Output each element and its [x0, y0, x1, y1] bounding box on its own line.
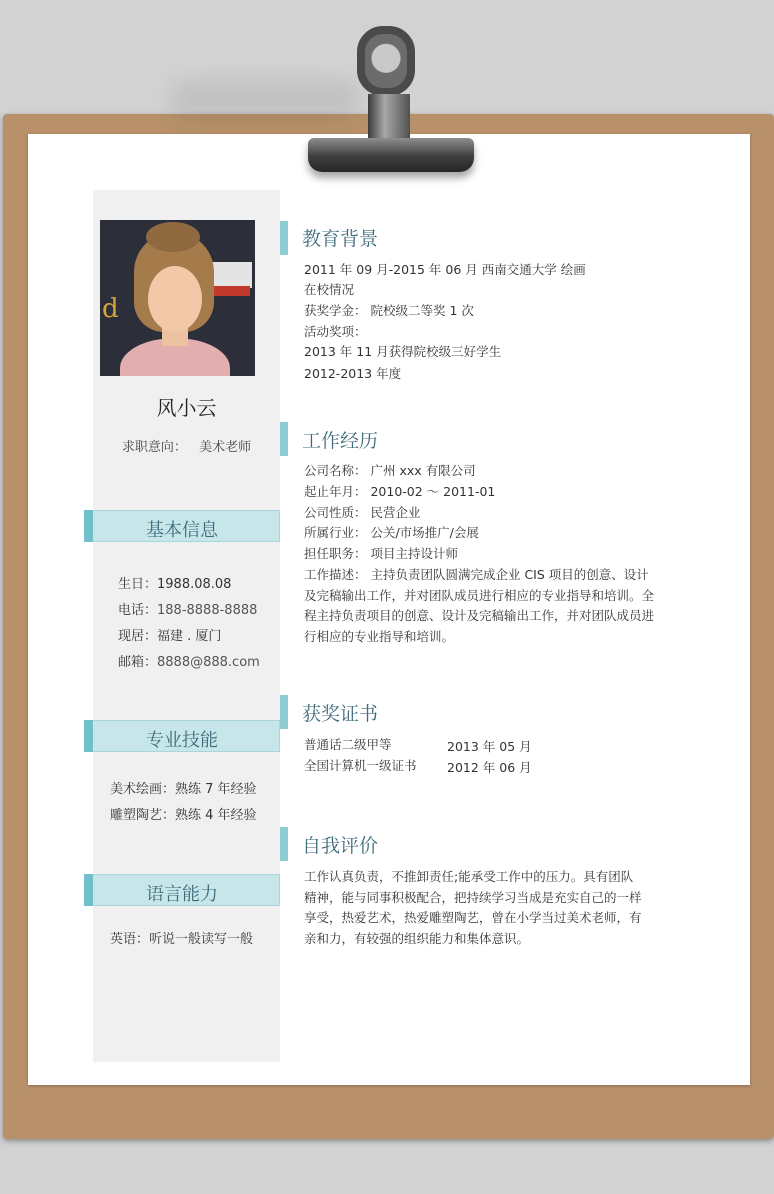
certificate-date: 2013 年 05 月: [447, 739, 532, 754]
certificate-name: 全国计算机一级证书: [304, 758, 417, 773]
basic-info-heading: [84, 510, 280, 542]
info-birthday: [118, 573, 231, 592]
info-value: 福建 . 厦门: [157, 629, 222, 644]
certificates-title: 获奖证书: [302, 703, 379, 725]
info-location: [118, 625, 221, 644]
certificate-date: 2012 年 06 月: [447, 760, 532, 775]
work-line: 公司名称： 广州 xxx 有限公司: [304, 463, 476, 478]
info-value: 8888@888.com: [157, 655, 260, 670]
education-line: 活动奖项：: [304, 324, 367, 339]
info-label: 邮箱：: [118, 655, 158, 670]
info-label: 现居：: [118, 629, 158, 644]
education-title: 教育背景: [302, 228, 379, 250]
candidate-name: 风小云: [156, 396, 217, 420]
self-eval-text: 工作认真负责，不推卸责任;能承受工作中的压力。具有团队精神，能与同事积极配合，把持续学习当成是充实自己的一样享受，热爱艺术，热爱雕塑陶艺，曾在小学当过美术老师，有亲和力，有较强的组织能力和集体意识。: [304, 869, 642, 946]
certificates-marker: [280, 695, 288, 729]
certificate-name: 普通话二级甲等: [304, 737, 392, 752]
info-value: 1988.08.08: [157, 577, 232, 592]
info-phone: [118, 599, 257, 618]
profile-photo: d: [100, 220, 255, 376]
work-line: 担任职务： 项目主持设计师: [304, 546, 458, 561]
info-value: 188-8888-8888: [157, 603, 258, 618]
skill-item: 雕塑陶艺：熟练 4 年经验: [110, 808, 257, 823]
work-line: 所属行业： 公关/市场推广/会展: [304, 525, 479, 540]
binder-clip-icon: [300, 22, 480, 178]
skill-item: 美术绘画：熟练 7 年经验: [110, 782, 257, 797]
language-title: 语言能力: [146, 884, 218, 905]
language-item: 英语：听说一般读写一般: [110, 932, 254, 947]
education-line: 在校情况: [304, 282, 355, 297]
info-label: 电话：: [118, 603, 158, 618]
job-intent-value: 美术老师: [199, 440, 252, 455]
education-line: 获奖学金： 院校级二等奖 1 次: [304, 303, 474, 318]
job-intent: [93, 436, 280, 455]
info-email: [118, 651, 260, 670]
work-title: 工作经历: [302, 430, 379, 452]
education-line: 2011 年 09 月-2015 年 06 月 西南交通大学 绘画: [304, 262, 586, 277]
education-line: 2012-2013 年度: [304, 366, 402, 381]
basic-info-title: 基本信息: [146, 520, 218, 541]
skills-title: 专业技能: [146, 730, 218, 751]
work-line: 公司性质： 民营企业: [304, 505, 421, 520]
self-eval-marker: [280, 827, 288, 861]
education-marker: [280, 221, 288, 255]
skills-heading: [84, 720, 280, 752]
info-label: 生日：: [118, 577, 158, 592]
language-heading: [84, 874, 280, 906]
work-description: 工作描述： 主持负责团队圆满完成企业 CIS 项目的创意、设计及完稿输出工作，并对团队成员进行相应的专业指导和培训。全程主持负责项目的创意、设计及完稿输出工作，并对团队成员进行相应的专业指导和培训。: [304, 567, 655, 644]
self-eval-title: 自我评价: [302, 835, 379, 857]
work-marker: [280, 422, 288, 456]
work-line: 起止年月： 2010-02 ～ 2011-01: [304, 484, 496, 499]
job-intent-label: 求职意向：: [121, 440, 187, 455]
education-line: 2013 年 11 月获得院校级三好学生: [304, 344, 502, 359]
